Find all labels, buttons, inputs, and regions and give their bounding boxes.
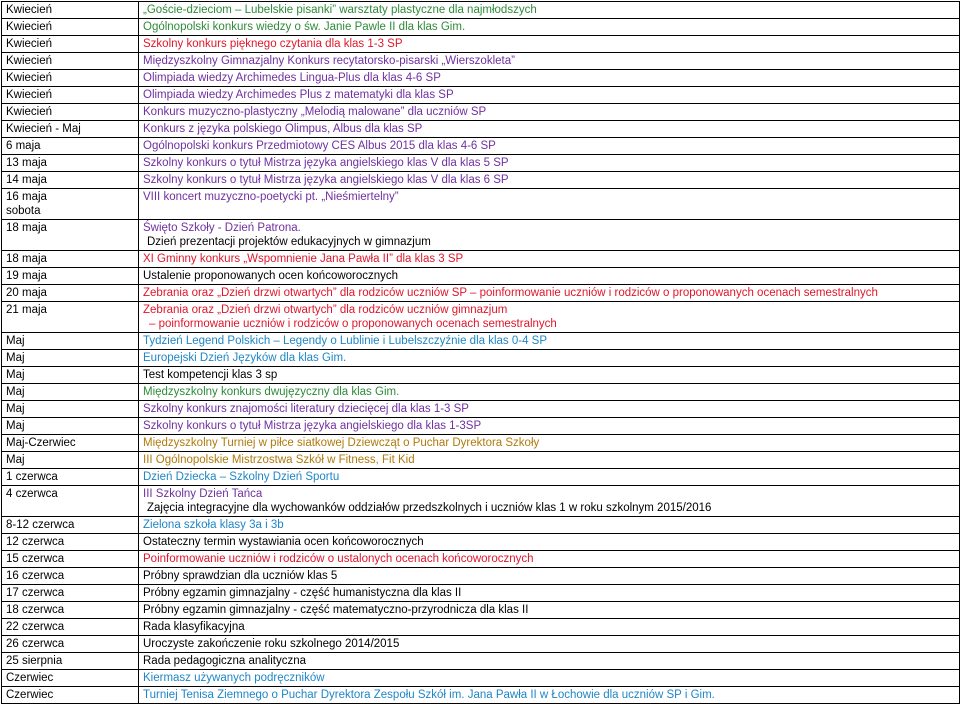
schedule-row xyxy=(2,619,960,636)
date-text: 19 maja xyxy=(6,270,47,282)
event-text: Dzień prezentacji projektów edukacyjnych w gimnazjum xyxy=(147,236,431,248)
date-text: 16 maja xyxy=(6,191,47,203)
event-cell xyxy=(139,517,960,534)
date-cell xyxy=(2,435,139,452)
date-cell xyxy=(2,70,139,87)
date-text: 16 czerwca xyxy=(6,570,65,582)
event-cell xyxy=(139,636,960,653)
event-text: „Goście-dzieciom – Lubelskie pisanki” warsztaty plastyczne dla najmłodszych xyxy=(143,4,537,16)
event-text: Olimpiada wiedzy Archimedes Plus z matematyki dla klas SP xyxy=(143,89,454,101)
schedule-row xyxy=(2,602,960,619)
schedule-row xyxy=(2,384,960,401)
date-text: Kwiecień xyxy=(6,38,53,50)
event-cell xyxy=(139,619,960,636)
date-text: Kwiecień xyxy=(6,4,53,16)
schedule-row xyxy=(2,435,960,452)
event-cell xyxy=(139,251,960,268)
date-text: Kwiecień xyxy=(6,72,53,84)
date-text: 6 maja xyxy=(6,140,41,152)
schedule-row xyxy=(2,486,960,517)
date-cell xyxy=(2,585,139,602)
date-text: 22 czerwca xyxy=(6,621,65,633)
event-cell xyxy=(139,19,960,36)
event-text: Ogólnopolski konkurs Przedmiotowy CES Albus 2015 dla klas 4-6 SP xyxy=(143,140,496,152)
schedule-row xyxy=(2,367,960,384)
date-cell xyxy=(2,486,139,517)
schedule-row xyxy=(2,251,960,268)
event-cell xyxy=(139,302,960,333)
date-cell xyxy=(2,551,139,568)
date-cell xyxy=(2,2,139,19)
date-cell xyxy=(2,452,139,469)
date-text: 1 czerwca xyxy=(6,471,58,483)
event-text: Międzyszkolny konkurs dwujęzyczny dla klas Gim. xyxy=(143,386,400,398)
date-cell xyxy=(2,138,139,155)
event-text: Zielona szkoła klasy 3a i 3b xyxy=(143,519,284,531)
date-cell xyxy=(2,619,139,636)
event-text: Turniej Tenisa Ziemnego o Puchar Dyrektora Zespołu Szkół im. Jana Pawła II w Łochowie dla uczniów SP i Gim. xyxy=(143,689,715,701)
event-cell xyxy=(139,70,960,87)
date-text: Kwiecień xyxy=(6,21,53,33)
event-text: Rada pedagogiczna analityczna xyxy=(143,655,307,667)
date-cell xyxy=(2,251,139,268)
event-text: Poinformowanie uczniów i rodziców o ustalonych ocenach końcoworocznych xyxy=(143,553,534,565)
event-cell xyxy=(139,350,960,367)
schedule-row xyxy=(2,138,960,155)
event-text: – poinformowanie uczniów i rodziców o proponowanych ocenach semestralnych xyxy=(149,318,557,330)
event-cell xyxy=(139,568,960,585)
date-cell xyxy=(2,172,139,189)
date-text: 18 maja xyxy=(6,253,47,265)
date-text: 18 czerwca xyxy=(6,604,65,616)
schedule-row xyxy=(2,268,960,285)
date-cell xyxy=(2,285,139,302)
event-cell xyxy=(139,189,960,220)
event-text: Szkolny konkurs o tytuł Mistrza języka angielskiego klas V dla klas 6 SP xyxy=(143,174,509,186)
event-cell xyxy=(139,469,960,486)
date-cell xyxy=(2,53,139,70)
schedule-row xyxy=(2,19,960,36)
event-cell xyxy=(139,87,960,104)
event-cell xyxy=(139,285,960,302)
schedule-body xyxy=(2,2,960,704)
event-text: Szkolny konkurs znajomości literatury dziecięcej dla klas 1-3 SP xyxy=(143,403,469,415)
schedule-row xyxy=(2,87,960,104)
schedule-row xyxy=(2,285,960,302)
date-cell xyxy=(2,302,139,333)
date-text: Maj xyxy=(6,420,25,432)
date-text: Maj xyxy=(6,403,25,415)
event-text: Próbny egzamin gimnazjalny - część humanistyczna dla klas II xyxy=(143,587,462,599)
date-cell xyxy=(2,104,139,121)
event-cell xyxy=(139,53,960,70)
event-cell xyxy=(139,401,960,418)
schedule-row xyxy=(2,469,960,486)
event-cell xyxy=(139,534,960,551)
event-text: Międzyszkolny Gimnazjalny Konkurs recytatorsko-pisarski „Wierszokleta” xyxy=(143,55,515,67)
schedule-row xyxy=(2,104,960,121)
date-cell xyxy=(2,121,139,138)
event-text: Konkurs muzyczno-plastyczny „Melodią malowane” dla uczniów SP xyxy=(143,106,487,118)
schedule-row xyxy=(2,452,960,469)
schedule-row xyxy=(2,585,960,602)
date-text: 25 sierpnia xyxy=(6,655,63,667)
date-text: Maj xyxy=(6,386,25,398)
date-text: Kwiecień xyxy=(6,89,53,101)
date-text: 17 czerwca xyxy=(6,587,65,599)
event-cell xyxy=(139,104,960,121)
event-text: Olimpiada wiedzy Archimedes Lingua-Plus dla klas 4-6 SP xyxy=(143,72,441,84)
schedule-row xyxy=(2,155,960,172)
schedule-row xyxy=(2,189,960,220)
date-cell xyxy=(2,220,139,251)
schedule-table xyxy=(1,1,960,704)
schedule-row xyxy=(2,70,960,87)
date-text: Kwiecień - Maj xyxy=(6,123,81,135)
schedule-row xyxy=(2,670,960,687)
date-cell xyxy=(2,602,139,619)
schedule-row xyxy=(2,172,960,189)
event-text: III Szkolny Dzień Tańca xyxy=(143,488,263,500)
date-cell xyxy=(2,534,139,551)
date-text: 14 maja xyxy=(6,174,47,186)
date-cell xyxy=(2,687,139,704)
event-text: Ustalenie proponowanych ocen końcoworocznych xyxy=(143,270,399,282)
date-text: Kwiecień xyxy=(6,106,53,118)
date-cell xyxy=(2,469,139,486)
schedule-row xyxy=(2,517,960,534)
date-subtext: sobota xyxy=(6,205,41,217)
event-cell xyxy=(139,670,960,687)
event-text: Szkolny konkurs o tytuł Mistrza języka angielskiego dla klas 1-3SP xyxy=(143,420,482,432)
schedule-row xyxy=(2,687,960,704)
event-cell xyxy=(139,602,960,619)
event-text: Tydzień Legend Polskich – Legendy o Lublinie i Lubelszczyźnie dla klas 0-4 SP xyxy=(143,335,548,347)
date-cell xyxy=(2,367,139,384)
schedule-row xyxy=(2,418,960,435)
event-cell xyxy=(139,2,960,19)
date-cell xyxy=(2,350,139,367)
event-cell xyxy=(139,36,960,53)
date-text: Maj xyxy=(6,352,25,364)
event-cell xyxy=(139,452,960,469)
date-cell xyxy=(2,636,139,653)
date-text: Maj xyxy=(6,454,25,466)
event-text: XI Gminny konkurs „Wspomnienie Jana Pawła II” dla klas 3 SP xyxy=(143,253,464,265)
date-text: Maj xyxy=(6,335,25,347)
date-cell xyxy=(2,36,139,53)
event-text: Próbny sprawdzian dla uczniów klas 5 xyxy=(143,570,338,582)
date-text: Maj-Czerwiec xyxy=(6,437,76,449)
date-text: 18 maja xyxy=(6,222,47,234)
date-cell xyxy=(2,653,139,670)
event-cell xyxy=(139,333,960,350)
schedule-row xyxy=(2,121,960,138)
event-text: Ostateczny termin wystawiania ocen końcoworocznych xyxy=(143,536,424,548)
date-cell xyxy=(2,568,139,585)
event-text: Test kompetencji klas 3 sp xyxy=(143,369,278,381)
date-text: 21 maja xyxy=(6,304,47,316)
date-cell xyxy=(2,333,139,350)
date-cell xyxy=(2,670,139,687)
date-cell xyxy=(2,87,139,104)
event-text: Dzień Dziecka – Szkolny Dzień Sportu xyxy=(143,471,340,483)
date-text: 26 czerwca xyxy=(6,638,65,650)
schedule-row xyxy=(2,2,960,19)
date-text: 15 czerwca xyxy=(6,553,65,565)
event-cell xyxy=(139,687,960,704)
schedule-row xyxy=(2,534,960,551)
event-text: Zajęcia integracyjne dla wychowanków oddziałów przedszkolnych i uczniów klas 1 w roku szkolnym 2015/2016 xyxy=(147,502,712,514)
event-cell xyxy=(139,138,960,155)
event-cell xyxy=(139,418,960,435)
date-text: 8-12 czerwca xyxy=(6,519,75,531)
event-cell xyxy=(139,653,960,670)
event-text: Święto Szkoły - Dzień Patrona. xyxy=(143,222,301,234)
date-text: 20 maja xyxy=(6,287,47,299)
date-text: 13 maja xyxy=(6,157,47,169)
event-cell xyxy=(139,585,960,602)
event-text: Szkolny konkurs o tytuł Mistrza języka angielskiego klas V dla klas 5 SP xyxy=(143,157,509,169)
schedule-row xyxy=(2,401,960,418)
event-cell xyxy=(139,486,960,517)
event-text: Rada klasyfikacyjna xyxy=(143,621,245,633)
event-cell xyxy=(139,155,960,172)
event-cell xyxy=(139,551,960,568)
date-cell xyxy=(2,517,139,534)
date-text: Czerwiec xyxy=(6,672,54,684)
event-cell xyxy=(139,435,960,452)
date-text: 12 czerwca xyxy=(6,536,65,548)
event-text: Ogólnopolski konkurs wiedzy o św. Janie Pawle II dla klas Gim. xyxy=(143,21,466,33)
date-text: Maj xyxy=(6,369,25,381)
event-text: Kiermasz używanych podręczników xyxy=(143,672,325,684)
date-cell xyxy=(2,384,139,401)
schedule-row xyxy=(2,636,960,653)
event-cell xyxy=(139,367,960,384)
schedule-row xyxy=(2,36,960,53)
event-text: Próbny egzamin gimnazjalny - część matematyczno-przyrodnicza dla klas II xyxy=(143,604,529,616)
date-cell xyxy=(2,19,139,36)
event-text: Konkurs z języka polskiego Olimpus, Albus dla klas SP xyxy=(143,123,423,135)
date-cell xyxy=(2,401,139,418)
date-text: 4 czerwca xyxy=(6,488,58,500)
event-text: Uroczyste zakończenie roku szkolnego 2014/2015 xyxy=(143,638,400,650)
date-cell xyxy=(2,189,139,220)
date-cell xyxy=(2,268,139,285)
schedule-row xyxy=(2,220,960,251)
schedule-row xyxy=(2,302,960,333)
event-cell xyxy=(139,172,960,189)
schedule-row xyxy=(2,568,960,585)
date-text: Kwiecień xyxy=(6,55,53,67)
event-text: Europejski Dzień Języków dla klas Gim. xyxy=(143,352,347,364)
schedule-row xyxy=(2,333,960,350)
schedule-row xyxy=(2,653,960,670)
schedule-row xyxy=(2,350,960,367)
event-text: Zebrania oraz „Dzień drzwi otwartych” dla rodziców uczniów SP – poinformowanie uczniów i rodziców o proponowanych ocenach semestralnych xyxy=(143,287,878,299)
date-cell xyxy=(2,418,139,435)
date-cell xyxy=(2,155,139,172)
schedule-row xyxy=(2,551,960,568)
date-text: Czerwiec xyxy=(6,689,54,701)
event-text: Szkolny konkurs pięknego czytania dla klas 1-3 SP xyxy=(143,38,403,50)
event-cell xyxy=(139,121,960,138)
event-text: Międzyszkolny Turniej w piłce siatkowej Dziewcząt o Puchar Dyrektora Szkoły xyxy=(143,437,540,449)
event-cell xyxy=(139,220,960,251)
event-text: VIII koncert muzyczno-poetycki pt. „Nieśmiertelny” xyxy=(143,191,399,203)
schedule-row xyxy=(2,53,960,70)
event-text: Zebrania oraz „Dzień drzwi otwartych” dla rodziców uczniów gimnazjum xyxy=(143,304,508,316)
event-cell xyxy=(139,268,960,285)
event-text: III Ogólnopolskie Mistrzostwa Szkół w Fitness, Fit Kid xyxy=(143,454,415,466)
event-cell xyxy=(139,384,960,401)
